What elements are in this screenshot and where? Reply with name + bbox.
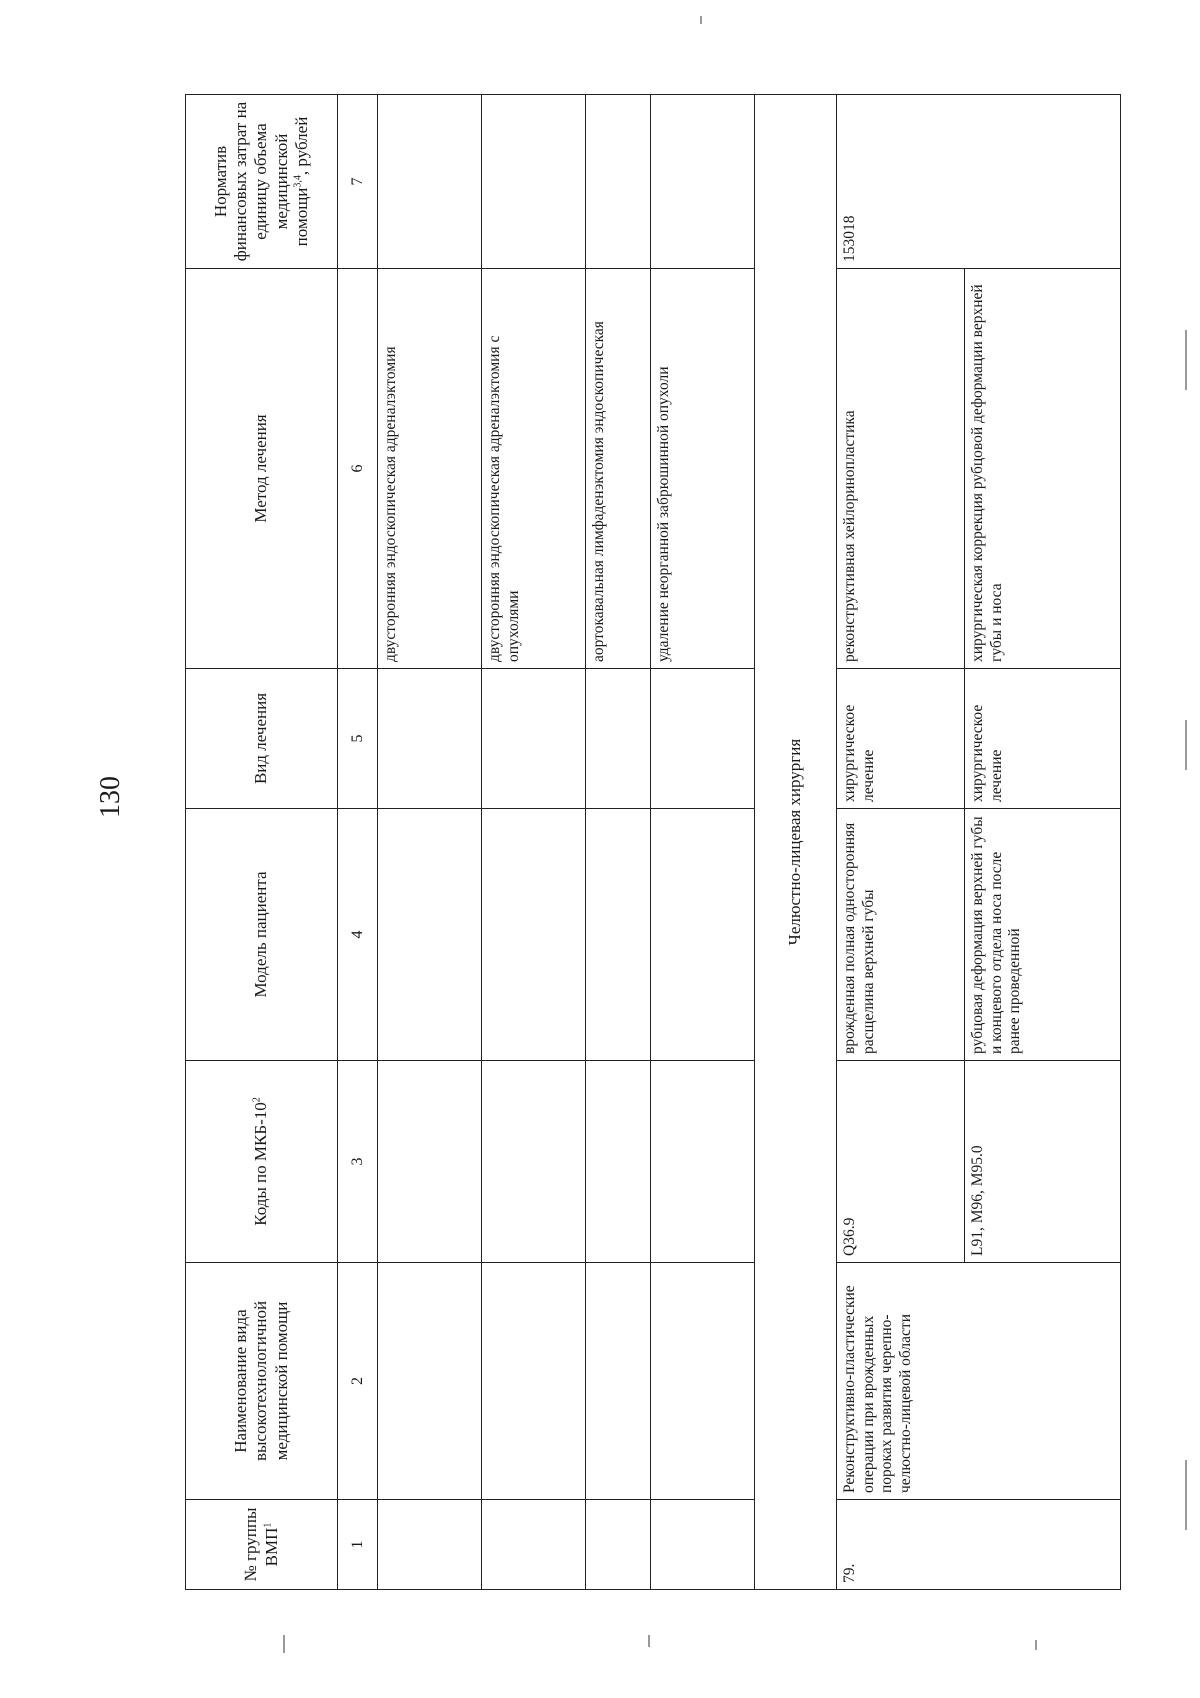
group-number: 79. (837, 1500, 1121, 1590)
treatment-method: двусторонняя эндоскопическая адреналэктомия (378, 269, 482, 669)
treatment-method: аортокавальная лимфаденэктомия эндоскопическая (586, 269, 651, 669)
document-table-wrapper (185, 95, 1120, 1590)
patient-model: рубцовая деформация верхней губы и концевого отдела носа после ранее проведенной (965, 809, 1121, 1061)
patient-model: врожденная полная односторонняя расщелина верхней губы (837, 809, 965, 1061)
treatment-method: двусторонняя эндоскопическая адреналэктомия с опухолями (482, 269, 586, 669)
column-number: 3 (338, 1061, 378, 1263)
scan-artifact (648, 1635, 650, 1647)
vmp-name: Реконструктивно-пластические операции при врожденных пороках развития черепно-челюстно-лицевой области (837, 1263, 1121, 1500)
treatment-kind: хирургическое лечение (965, 669, 1121, 809)
column-number: 7 (338, 95, 378, 269)
scan-artifact (1185, 720, 1187, 770)
treatment-method: реконструктивная хейлоринопластика (837, 269, 965, 669)
scan-artifact (1185, 330, 1187, 390)
header-treatment-kind: Вид лечения (186, 669, 338, 809)
page-number: 130 (95, 776, 126, 818)
scan-artifact (700, 16, 702, 24)
treatment-method: удаление неорганной забрюшинной опухоли (651, 269, 755, 669)
header-row (186, 95, 338, 1590)
header-treatment-method: Метод лечения (186, 269, 338, 669)
vmp-table (185, 94, 1121, 1590)
header-patient-model: Модель пациента (186, 809, 338, 1061)
table-row (651, 95, 755, 1590)
icd-codes: Q36.9 (837, 1061, 965, 1263)
table-row (482, 95, 586, 1590)
header-vmp-name: Наименование вида высокотехнологичной медицинской помощи (186, 1263, 338, 1500)
column-number: 6 (338, 269, 378, 669)
scan-artifact (1035, 1640, 1037, 1650)
table-row (586, 95, 651, 1590)
icd-codes: L91, M96, M95.0 (965, 1061, 1121, 1263)
column-number: 1 (338, 1500, 378, 1590)
column-number: 5 (338, 669, 378, 809)
section-title: Челюстно-лицевая хирургия (755, 95, 837, 1590)
section-row (755, 95, 837, 1590)
treatment-method: хирургическая коррекция рубцовой деформации верхней губы и носа (965, 269, 1121, 669)
table-row (378, 95, 482, 1590)
table-row (837, 95, 965, 1590)
treatment-kind: хирургическое лечение (837, 669, 965, 809)
financial-norm: 153018 (837, 95, 1121, 269)
column-number: 2 (338, 1263, 378, 1500)
scan-artifact (283, 1635, 285, 1653)
column-numbers-row (338, 95, 378, 1590)
header-icd-codes: Коды по МКБ-$10^2$ (186, 1061, 338, 1263)
column-number: 4 (338, 809, 378, 1061)
scan-artifact (1185, 1460, 1187, 1530)
header-group-number: № группы ВМП$^1$ (186, 1500, 338, 1590)
header-financial-norm: Норматив финансовых затрат на единицу объема медицинской помощи$^{3,4}$, рублей (186, 95, 338, 269)
